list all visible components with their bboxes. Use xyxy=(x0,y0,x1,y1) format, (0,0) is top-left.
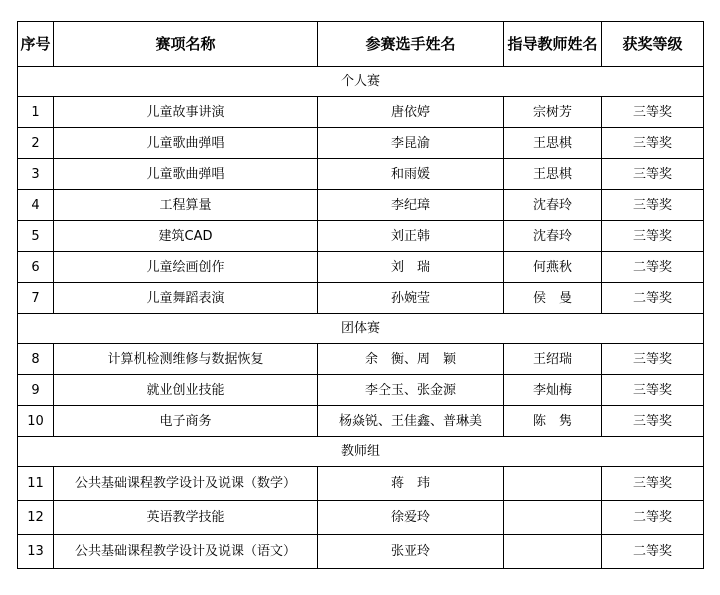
cell-event: 电子商务 xyxy=(54,406,318,437)
cell-player: 蒋 玮 xyxy=(318,467,504,501)
cell-teacher xyxy=(504,501,602,535)
cell-no: 10 xyxy=(18,406,54,437)
table-row xyxy=(18,128,704,159)
cell-teacher: 宗树芳 xyxy=(504,97,602,128)
table-row xyxy=(18,252,704,283)
cell-no: 4 xyxy=(18,190,54,221)
cell-event: 计算机检测维修与数据恢复 xyxy=(54,344,318,375)
cell-player: 张亚玲 xyxy=(318,535,504,569)
section-row xyxy=(18,67,704,97)
table-row xyxy=(18,283,704,314)
cell-no: 5 xyxy=(18,221,54,252)
cell-award: 三等奖 xyxy=(602,190,704,221)
award-table xyxy=(17,21,704,569)
cell-no: 1 xyxy=(18,97,54,128)
cell-award: 二等奖 xyxy=(602,501,704,535)
cell-teacher xyxy=(504,467,602,501)
cell-player: 刘正韩 xyxy=(318,221,504,252)
cell-no: 9 xyxy=(18,375,54,406)
cell-award: 三等奖 xyxy=(602,406,704,437)
cell-teacher: 陈 隽 xyxy=(504,406,602,437)
cell-award: 三等奖 xyxy=(602,128,704,159)
cell-no: 2 xyxy=(18,128,54,159)
cell-no: 8 xyxy=(18,344,54,375)
cell-event: 儿童歌曲弹唱 xyxy=(54,159,318,190)
header-event: 赛项名称 xyxy=(54,22,318,67)
cell-event: 儿童舞蹈表演 xyxy=(54,283,318,314)
cell-no: 7 xyxy=(18,283,54,314)
cell-teacher xyxy=(504,535,602,569)
cell-teacher: 侯 曼 xyxy=(504,283,602,314)
cell-player: 孙婉莹 xyxy=(318,283,504,314)
section-title: 教师组 xyxy=(18,437,704,467)
cell-teacher: 沈春玲 xyxy=(504,221,602,252)
cell-award: 三等奖 xyxy=(602,221,704,252)
table-row xyxy=(18,344,704,375)
header-award: 获奖等级 xyxy=(602,22,704,67)
cell-player: 杨焱锐、王佳鑫、普琳美 xyxy=(318,406,504,437)
cell-award: 三等奖 xyxy=(602,467,704,501)
cell-no: 6 xyxy=(18,252,54,283)
cell-event: 建筑CAD xyxy=(54,221,318,252)
table-row xyxy=(18,406,704,437)
cell-player: 唐依婷 xyxy=(318,97,504,128)
cell-teacher: 王思棋 xyxy=(504,128,602,159)
cell-event: 公共基础课程教学设计及说课（数学） xyxy=(54,467,318,501)
cell-player: 余 衡、周 颖 xyxy=(318,344,504,375)
cell-award: 三等奖 xyxy=(602,344,704,375)
cell-player: 和雨媛 xyxy=(318,159,504,190)
cell-no: 11 xyxy=(18,467,54,501)
cell-player: 李昆渝 xyxy=(318,128,504,159)
header-row xyxy=(18,22,704,67)
table-row xyxy=(18,159,704,190)
header-teacher: 指导教师姓名 xyxy=(504,22,602,67)
cell-event: 儿童歌曲弹唱 xyxy=(54,128,318,159)
table-row xyxy=(18,501,704,535)
section-title: 团体赛 xyxy=(18,314,704,344)
cell-event: 就业创业技能 xyxy=(54,375,318,406)
cell-no: 13 xyxy=(18,535,54,569)
header-no: 序号 xyxy=(18,22,54,67)
section-row xyxy=(18,437,704,467)
table-row xyxy=(18,190,704,221)
cell-teacher: 何燕秋 xyxy=(504,252,602,283)
cell-award: 二等奖 xyxy=(602,535,704,569)
cell-event: 英语教学技能 xyxy=(54,501,318,535)
cell-award: 二等奖 xyxy=(602,252,704,283)
cell-teacher: 沈春玲 xyxy=(504,190,602,221)
section-title: 个人赛 xyxy=(18,67,704,97)
cell-player: 李仝玉、张金源 xyxy=(318,375,504,406)
table-row xyxy=(18,221,704,252)
cell-event: 公共基础课程教学设计及说课（语文） xyxy=(54,535,318,569)
cell-award: 三等奖 xyxy=(602,375,704,406)
cell-award: 二等奖 xyxy=(602,283,704,314)
header-player: 参赛选手姓名 xyxy=(318,22,504,67)
cell-event: 工程算量 xyxy=(54,190,318,221)
cell-teacher: 李灿梅 xyxy=(504,375,602,406)
cell-player: 刘 瑞 xyxy=(318,252,504,283)
cell-player: 李纪璋 xyxy=(318,190,504,221)
table-row xyxy=(18,97,704,128)
cell-event: 儿童绘画创作 xyxy=(54,252,318,283)
cell-event: 儿童故事讲演 xyxy=(54,97,318,128)
table-row xyxy=(18,375,704,406)
cell-teacher: 王思棋 xyxy=(504,159,602,190)
section-row xyxy=(18,314,704,344)
table-row xyxy=(18,467,704,501)
cell-award: 三等奖 xyxy=(602,159,704,190)
cell-no: 12 xyxy=(18,501,54,535)
table-row xyxy=(18,535,704,569)
cell-award: 三等奖 xyxy=(602,97,704,128)
cell-no: 3 xyxy=(18,159,54,190)
cell-player: 徐爱玲 xyxy=(318,501,504,535)
cell-teacher: 王绍瑞 xyxy=(504,344,602,375)
